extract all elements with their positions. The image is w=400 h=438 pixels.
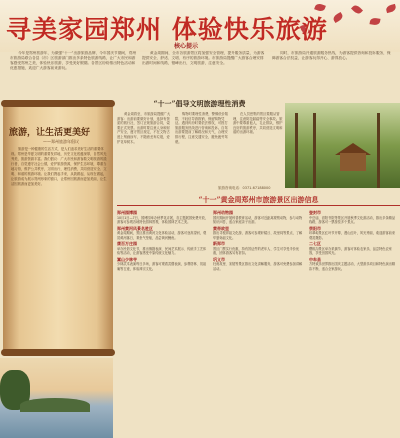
forest-photo bbox=[285, 103, 400, 188]
scroll-subtitle: ——郑州旅游年倡议 bbox=[43, 139, 79, 144]
band-title: “十一”黄金周郑州市旅游景区出游信息 bbox=[198, 195, 319, 204]
contact-line: 旅游咨询电话：0371-67188000 bbox=[218, 186, 271, 190]
mid-article-col-3: 在人员密集的景区要服从管理，注意防范踩踏等安全事故。旅游中要尊重他人，礼让排队，维护良好的旅游秩序，共同营造文明和谐的出游环境。 bbox=[233, 112, 283, 135]
tree-trunk bbox=[377, 113, 380, 188]
scroll-rod bbox=[1, 349, 115, 356]
scroll-rod bbox=[1, 100, 115, 107]
page-headline: 寻美家园郑州 体验快乐旅游 bbox=[6, 15, 328, 44]
mid-article-col-1: 黄金周将至，市旅游局提醒广大游客：出游前要做好计划，选择有资质的旅行社，签订正规旅游合同，索要正式发票。出游时要注意人身和财产安全，遵守景区规定，不在文物古迹上刻画涂写，不随意丢弃垃圾，爱护花草树木。 bbox=[117, 112, 171, 144]
intro-column-3: 同时，市旅游局开通旅游服务热线，为游客提供咨询和投诉服务，保障游客合法权益，让游客玩得开心、游得放心。 bbox=[272, 51, 391, 60]
lake-photo bbox=[0, 358, 113, 438]
mid-article-title: “十一”倡导文明旅游理性消费 bbox=[153, 99, 246, 108]
info-column-2: 郑州动物园 国庆期间开展科普教育活动，游客可近距离观察动物，参与动物知识问答，适合家庭亲子出游。 黄帝故里 推出寻根拜祖文化游，游客可参观轩辕丘、故里祠等景点，了解华夏始祖文化。 新郑市 景区门票实行优惠，持有效证件的老年人、学生可享受半价优惠，团体游客另有折扣。 巩义市 杜甫故里、宋陵等景区推出文化讲解服务，游客可免费参加讲解活动。 bbox=[213, 210, 303, 271]
hut-shape bbox=[340, 153, 366, 171]
intro-column-2: 黄金周期间，全市各旅游景区将加强安全管理，提升服务质量，为游客提供安全、舒适、文明、有序的旅游环境。市旅游局提醒广大游客合理安排出游时间和线路，错峰出行，文明旅游，注意安全。 bbox=[142, 51, 265, 65]
maple-leaf-icon bbox=[369, 17, 380, 26]
kicker-label: 核心提示 bbox=[174, 43, 199, 50]
island-shape bbox=[20, 398, 90, 412]
mid-article-col-2: 购物时要理性消费，警惕低价陷阱，不轻信导游推销，保留购物凭证。遇到纠纷时要依法维权，可拨打旅游服务热线进行咨询和投诉。自驾出游要提前了解路况和天气，合理安排行程，注意交通安全，避免疲劳驾驶。 bbox=[175, 112, 229, 144]
maple-leaf-icon bbox=[351, 3, 363, 15]
scroll-article bbox=[3, 103, 113, 353]
tree-trunk bbox=[295, 113, 298, 188]
scroll-title: 旅游，让生活更美好 bbox=[9, 128, 91, 138]
maple-leaf-icon bbox=[332, 12, 344, 23]
maple-leaf-icon bbox=[385, 4, 396, 13]
intro-column-1: 今年是郑州旅游年，为做强“十一”出游旅游品牌，今年国庆节期间，郑州市旅游局联合各县（市）区旅游部门推出多条特色旅游线路，让广大市民和游客感受郑州之美，体验快乐旅游，享受美好假期。各景区纷纷推出特色活动和优惠措施，欢迎广大游客前来游玩。 bbox=[10, 51, 137, 70]
divider bbox=[117, 205, 400, 206]
header-banner bbox=[0, 0, 400, 52]
tree-trunk bbox=[313, 113, 316, 188]
info-column-1: 郑州园博园 10月1日—7日，园博园举办秋季花卉展，各主题展园免费开放，游客可参观各地特色园林景观，体验园林艺术之美。 郑州黄河风景名胜区 黄金周期间，景区推出黄河文化体验活动，游客可登高望河，观赏黄河落日，乘坐气垫船，品尝黄河鲤鱼。 康百万庄园 举办民俗文化节，推出豫剧表演、民间艺术展示、传统手工艺体验等活动，让游客感受中原传统文化魅力。 嵩山少林寺 少林武术表演每日多场，游客可观看武僧表演，参观塔林、初祖庵等古迹，体验禅宗文化。 bbox=[117, 210, 208, 271]
info-column-3: 登封市 中岳庙、嵩阳书院等景区开展秋季文化游活动，推出多条精品线路，游客可一票游览多个景点。 荥阳市 环翠峪景区红叶节开幕，漫山红叶，风光秀丽，欢迎游客前来观赏摄影。 二七区 樱桃沟景区举办采摘节，游客可体验农家乐，品尝特色农家饭，享受田园风光。 中牟县 方特欢乐世界推出国庆主题活动，大型游乐项目和特色演出精彩不断，适合全家游玩。 bbox=[309, 210, 396, 271]
scroll-body: 旅游是一种健康的生活方式，是人们追求美好生活的重要体现。郑州是华夏文明的重要发祥地，历史文化底蕴深厚，自然风光秀美，旅游资源丰富。我们倡议：广大市民和游客做文明旅游的践行者，自觉遵守社会公德，爱护旅游资源，保护生态环境，尊重当地习俗，维护公共秩序，文明出行，理性消费，共同营造安全、文明、和谐的旅游环境。让我们携起手来，从我做起，从现在做起，让旅游成为展示郑州形象的窗口，让郑州因旅游而更加美丽，让生活因旅游而更加美好。 bbox=[11, 147, 107, 186]
